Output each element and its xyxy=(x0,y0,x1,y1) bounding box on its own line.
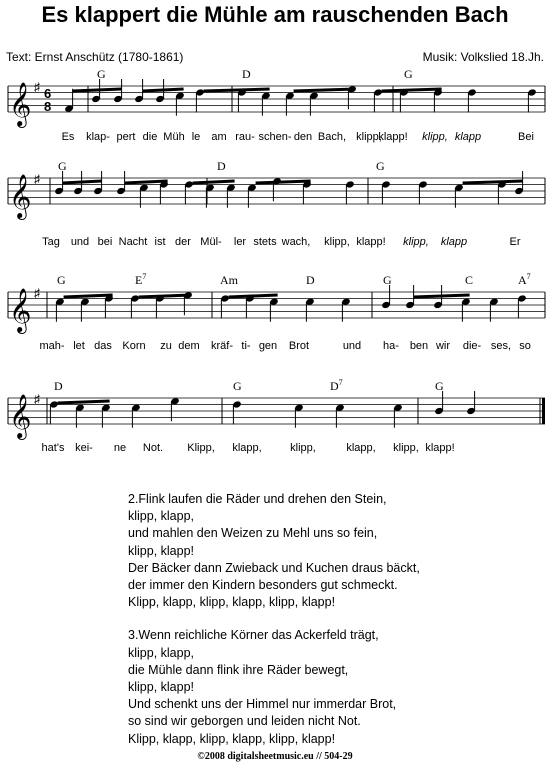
chord-symbol: G xyxy=(58,159,67,173)
note-beam xyxy=(143,89,184,91)
chord-symbol: G xyxy=(97,67,106,81)
lyric-syllable: klapp, xyxy=(232,442,262,454)
lyric-syllable: klipp, xyxy=(324,236,350,248)
key-signature-sharp: ♯ xyxy=(34,286,40,300)
note-beam xyxy=(229,295,278,297)
chord-symbol: G xyxy=(376,159,385,173)
lyric-syllable: klipp, xyxy=(393,442,419,454)
lyric-syllable: am xyxy=(211,131,227,143)
note-beam xyxy=(58,401,110,403)
lyric-syllable: und xyxy=(342,340,362,352)
staff-system xyxy=(8,159,545,248)
chord-symbol: D xyxy=(217,159,226,173)
note-beam xyxy=(204,89,270,91)
lyric-syllable: Not. xyxy=(142,442,164,454)
lyric-syllable: Klipp, xyxy=(187,442,215,454)
lyric-syllable: Müh xyxy=(163,131,185,143)
note-beam xyxy=(463,181,523,183)
lyric-syllable: rau- xyxy=(235,131,255,143)
lyric-syllable: und xyxy=(70,236,90,248)
lyric-syllable: stets xyxy=(253,236,277,248)
chord-symbol: $D^7$ xyxy=(330,378,343,393)
chord-symbol: G xyxy=(383,273,392,287)
lyric-syllable: klapp! xyxy=(425,442,455,454)
lyric-syllable: zu xyxy=(160,340,172,352)
note-beam xyxy=(139,295,192,297)
lyric-syllable: wir xyxy=(435,340,451,352)
verse-line: Und schenkt uns der Himmel nur immerdar Brot, xyxy=(128,697,397,712)
lyric-syllable: die xyxy=(142,131,158,143)
lyric-syllable: le xyxy=(191,131,201,143)
staff-system xyxy=(8,67,545,143)
lyric-syllable: Mül- xyxy=(200,236,222,248)
verse-line: 2.Flink laufen die Räder und drehen den Stein, xyxy=(128,492,387,506)
lyric-syllable: hat's xyxy=(41,442,65,454)
lyric-syllable: den xyxy=(293,131,313,143)
lyric-syllable: ne xyxy=(113,442,127,454)
lyric-syllable: klapp xyxy=(440,236,468,248)
lyric-syllable: ses, xyxy=(490,340,512,352)
lyric-syllable: klapp, xyxy=(346,442,376,454)
verse-line: klipp, klapp! xyxy=(128,543,195,558)
verse-line: klipp, klapp! xyxy=(128,680,195,695)
staff-system xyxy=(8,378,545,454)
verse-line: 3.Wenn reichliche Körner das Ackerfeld trägt, xyxy=(128,628,379,643)
copyright-notice: ©2008 digitalsheetmusic.eu // 504-29 xyxy=(197,751,353,762)
lyric-syllable: Es xyxy=(61,131,75,143)
chord-symbol: D xyxy=(54,379,63,393)
time-signature-top: 6 xyxy=(44,86,52,101)
note-beam xyxy=(125,181,168,183)
chord-symbol: $E^7$ xyxy=(135,272,147,287)
verse-line: Der Bäcker dann Zwieback und Kuchen draus bäckt, xyxy=(128,560,420,575)
verse-line: und mahlen den Weizen zu Mehl uns so fein, xyxy=(128,526,378,541)
chord-symbol: $A^7$ xyxy=(518,272,531,287)
verse-line: klipp, klapp, xyxy=(128,509,195,524)
lyric-syllable: schen- xyxy=(258,131,292,143)
lyric-syllable: Bei xyxy=(518,131,534,143)
lyric-syllable: ben xyxy=(409,340,429,352)
verse-line: die Mühle dann flink ihre Räder bewegt, xyxy=(128,662,349,677)
chord-symbol: G xyxy=(233,379,242,393)
lyric-syllable: Brot xyxy=(288,340,310,352)
note-beam xyxy=(414,295,470,297)
lyric-syllable: ha- xyxy=(383,340,399,352)
lyric-syllable: ti- xyxy=(241,340,251,352)
lyric-syllable: Bach, xyxy=(317,131,347,143)
chord-symbol: C xyxy=(465,273,474,287)
lyric-syllable: das xyxy=(94,340,112,352)
time-signature-bottom: 8 xyxy=(44,99,52,114)
verse-line: der immer den Kindern besonders gut schmeckt. xyxy=(128,578,398,593)
lyric-syllable: klap- xyxy=(86,131,110,143)
lyric-syllable: klapp xyxy=(454,131,482,143)
chord-symbol: Am xyxy=(220,273,238,287)
lyric-syllable: so xyxy=(519,340,531,352)
composer-credit: Musik: Volkslied 18.Jh. xyxy=(422,50,544,64)
note-beam xyxy=(193,181,235,183)
verses-block xyxy=(128,491,420,748)
verse-line: so sind wir geborgen und leiden nicht Not. xyxy=(128,714,361,729)
lyric-syllable: Er xyxy=(509,236,521,248)
key-signature-sharp: ♯ xyxy=(34,172,40,186)
chord-symbol: G xyxy=(435,379,444,393)
key-signature-sharp: ♯ xyxy=(34,80,40,94)
treble-clef: 𝄞 xyxy=(9,396,32,438)
lyricist-credit: Text: Ernst Anschütz (1780-1861) xyxy=(6,50,184,64)
lyric-syllable: der xyxy=(175,236,191,248)
lyric-syllable: kei- xyxy=(75,442,93,454)
verse-line: klipp, klapp, xyxy=(128,645,195,660)
lyric-syllable: klapp! xyxy=(356,236,386,248)
staff-system xyxy=(8,272,545,352)
lyric-syllable: Korn xyxy=(122,340,146,352)
key-signature-sharp: ♯ xyxy=(34,392,40,406)
note-beam xyxy=(73,89,122,91)
verse-line: Klipp, klapp, klipp, klapp, klipp, klapp! xyxy=(128,731,336,746)
chord-symbol: G xyxy=(404,67,413,81)
lyric-syllable: Tag xyxy=(42,236,60,248)
lyric-syllable: klipp, xyxy=(356,131,382,143)
lyric-syllable: ist xyxy=(154,236,166,248)
lyric-syllable: Nacht xyxy=(118,236,148,248)
lyric-syllable: ler xyxy=(233,236,247,248)
note-beam xyxy=(294,89,356,91)
verse-line: Klipp, klapp, klipp, klapp, klipp, klapp! xyxy=(128,595,336,610)
verse-2 xyxy=(128,491,420,611)
note-beam xyxy=(256,181,311,183)
lyric-syllable: klipp, xyxy=(290,442,316,454)
note-beam xyxy=(63,181,102,183)
treble-clef: 𝄞 xyxy=(9,290,32,332)
verse-3 xyxy=(128,627,420,747)
lyric-syllable: dem xyxy=(178,340,200,352)
lyric-syllable: die- xyxy=(462,340,482,352)
lyric-syllable: kräf- xyxy=(211,340,233,352)
lyric-syllable: klipp, xyxy=(422,131,448,143)
lyric-syllable: let xyxy=(73,340,85,352)
note-beam xyxy=(64,295,113,297)
lyric-syllable: bei xyxy=(97,236,113,248)
lyric-syllable: wach, xyxy=(281,236,311,248)
chord-symbol: G xyxy=(57,273,66,287)
lyric-syllable: pert xyxy=(116,131,136,143)
note-beam xyxy=(382,89,442,91)
lyric-syllable: mah- xyxy=(39,340,65,352)
lyric-syllable: klipp, xyxy=(403,236,429,248)
treble-clef: 𝄞 xyxy=(9,176,32,218)
lyric-syllable: klapp! xyxy=(378,131,408,143)
chord-symbol: D xyxy=(242,67,251,81)
chord-symbol: D xyxy=(306,273,315,287)
lyric-syllable: gen xyxy=(258,340,278,352)
treble-clef: 𝄞 xyxy=(9,84,32,126)
song-title: Es klappert die Mühle am rauschenden Bach xyxy=(41,2,509,27)
